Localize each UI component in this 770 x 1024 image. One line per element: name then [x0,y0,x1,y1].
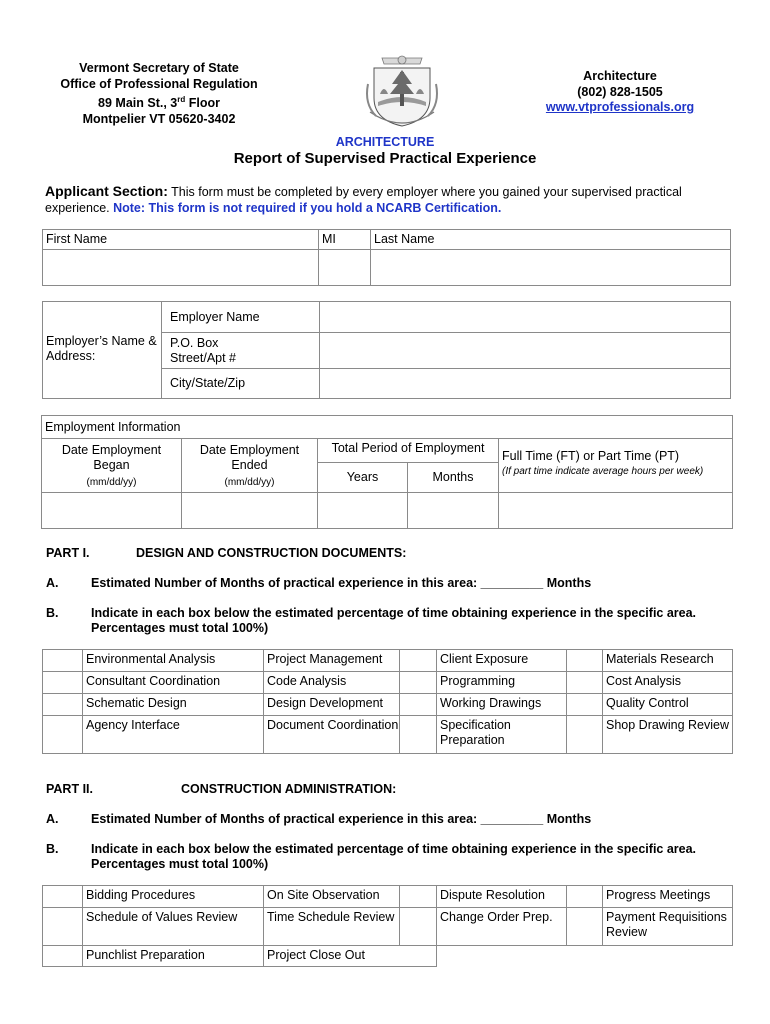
part1-percent-field[interactable] [399,671,437,694]
mi-label: MI [318,229,371,250]
part1-percent-field[interactable] [42,693,83,716]
ft-pt-field[interactable] [498,492,733,529]
part1-percent-field[interactable] [399,715,437,754]
part2-percent-field[interactable] [42,907,83,946]
part1-percent-field[interactable] [566,693,603,716]
part2-b-label: B. [46,842,59,856]
part1-area-label: Environmental Analysis [82,649,264,672]
applicant-section-label: Applicant Section: [45,183,168,199]
date-began-field[interactable] [41,492,182,529]
part1-b-label: B. [46,606,59,620]
website-link[interactable]: www.vtprofessionals.org [545,100,695,114]
total-period-header: Total Period of Employment [317,438,499,463]
part1-area-label: Specification Preparation [436,715,567,754]
city-state-zip-label: City/State/Zip [161,368,320,399]
part2-area-label: Punchlist Preparation [82,945,264,967]
part1-percent-field[interactable] [399,693,437,716]
part1-area-label: Document Coordination [263,715,437,754]
years-header: Years [317,462,408,493]
date-began-format: (mm/dd/yy) [86,477,137,488]
part1-area-label: Quality Control [602,693,733,716]
part1-area-label: Consultant Coordination [82,671,264,694]
date-began-header [41,438,182,493]
last-name-label: Last Name [370,229,731,250]
address-line-1: Vermont Secretary of State [79,61,239,75]
ft-pt-note: (If part time indicate average hours per week) [502,466,704,477]
date-ended-label: Date Employment Ended [199,443,300,472]
part1-percent-field[interactable] [566,715,603,754]
part2-percent-field[interactable] [42,885,83,908]
months-header: Months [407,462,499,493]
part1-area-label: Design Development [263,693,437,716]
part2-percent-field[interactable] [566,885,603,908]
part1-area-label: Project Management [263,649,437,672]
date-ended-header [181,438,318,493]
employer-name-label: Employer Name [161,301,320,333]
part2-a-label: A. [46,812,59,826]
applicant-section [45,183,735,216]
ft-pt-header [498,438,733,493]
years-field[interactable] [317,492,408,529]
part1-area-label: Schematic Design [82,693,264,716]
part1-percent-field[interactable] [566,649,603,672]
part1-percent-field[interactable] [566,671,603,694]
profession-name: Architecture [583,69,657,83]
part1-percent-field[interactable] [42,715,83,754]
part2-area-label: Change Order Prep. [436,907,567,946]
address-line-2: Office of Professional Regulation [60,76,258,91]
part2-area-label: Project Close Out [263,945,437,967]
part2-area-label: Dispute Resolution [436,885,567,908]
date-ended-field[interactable] [181,492,318,529]
first-name-field[interactable] [42,249,319,286]
part1-percentage-instruction: Indicate in each box below the estimated percentage of time obtaining experience in the specific area. Percentages must total 100%) [91,606,697,635]
part2-area-label: Progress Meetings [602,885,733,908]
part1-percent-field[interactable] [42,671,83,694]
employment-info-heading: Employment Information [41,415,733,439]
office-address [48,61,270,127]
employer-name-field[interactable] [319,301,731,333]
months-field[interactable] [407,492,499,529]
form-title: Report of Supervised Practical Experience [233,150,537,167]
form-subtitle: ARCHITECTURE [335,135,435,149]
applicant-section-text: This form must be completed by every employer where you gained your supervised practical experience. [45,185,682,215]
mi-field[interactable] [318,249,371,286]
first-name-label: First Name [42,229,319,250]
part2-title: CONSTRUCTION ADMINISTRATION: [181,782,397,796]
part1-months-question: Estimated Number of Months of practical experience in this area: _________ Months [91,576,592,590]
part1-area-label: Shop Drawing Review [602,715,733,754]
date-began-label: Date Employment Began [61,443,162,472]
address-line-4: Montpelier VT 05620-3402 [82,111,236,126]
part1-area-label: Agency Interface [82,715,264,754]
last-name-field[interactable] [370,249,731,286]
part2-percent-field[interactable] [399,885,437,908]
part1-area-label: Working Drawings [436,693,567,716]
ncarb-note: Note: This form is not required if you hold a NCARB Certification. [113,201,502,215]
part1-a-label: A. [46,576,59,590]
part2-area-label: Payment Requisitions Review [602,907,733,946]
part2-label: PART II. [46,782,93,796]
part2-percentage-instruction: Indicate in each box below the estimated percentage of time obtaining experience in the specific area. Percentages must total 100%) [91,842,697,871]
part1-percent-field[interactable] [42,649,83,672]
part1-area-label: Client Exposure [436,649,567,672]
street-field[interactable] [319,332,731,369]
part2-percent-field[interactable] [399,907,437,946]
part1-area-label: Code Analysis [263,671,437,694]
part2-area-label: On Site Observation [263,885,437,908]
part1-label: PART I. [46,546,90,560]
part1-area-label: Cost Analysis [602,671,733,694]
profession-contact [530,69,710,116]
part1-percent-field[interactable] [399,649,437,672]
part1-area-label: Materials Research [602,649,733,672]
part2-months-question: Estimated Number of Months of practical experience in this area: _________ Months [91,812,592,826]
date-ended-format: (mm/dd/yy) [224,477,275,488]
phone-number: (802) 828-1505 [577,84,663,99]
ft-pt-label: Full Time (FT) or Part Time (PT) [502,449,680,463]
part2-area-label: Bidding Procedures [82,885,264,908]
part1-area-label: Programming [436,671,567,694]
vermont-seal-icon [362,54,442,130]
street-label: Street/Apt # [170,351,237,365]
po-box-label: P.O. Box [170,336,219,350]
part2-area-label: Schedule of Values Review [82,907,264,946]
city-state-zip-field[interactable] [319,368,731,399]
part2-percent-field[interactable] [42,945,83,967]
part2-area-label: Time Schedule Review [263,907,437,946]
part1-title: DESIGN AND CONSTRUCTION DOCUMENTS: [136,546,407,560]
address-line-3: 89 Main St., 3rd Floor [98,95,220,111]
address-street-label [161,332,320,369]
employer-group-label: Employer’s Name & Address: [42,301,162,399]
part2-percent-field[interactable] [566,907,603,946]
